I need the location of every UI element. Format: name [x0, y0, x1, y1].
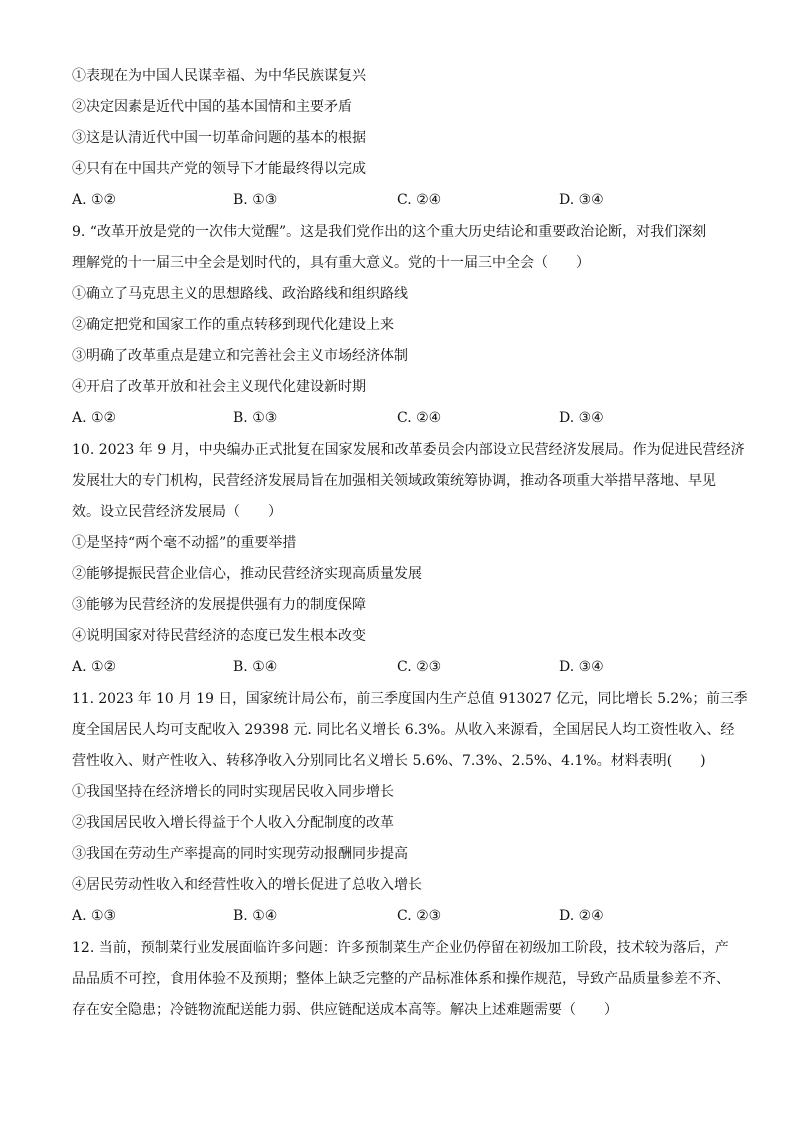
q11-statement-4: ④居民劳动性收入和经营性收入的增长促进了总收入增长 [72, 877, 422, 893]
q12-stem-line-3: 存在安全隐患；冷链物流配送能力弱、供应链配送成本高等。解决上述难题需要（ ） [72, 1002, 618, 1018]
q11-option-a: A. ①③ [72, 908, 117, 924]
q10-option-c: C. ②③ [397, 659, 442, 675]
q11-statement-3: ③我国在劳动生产率提高的同时实现劳动报酬同步提高 [72, 846, 408, 862]
q10-statement-1: ①是坚持“两个毫不动摇”的重要举措 [72, 535, 297, 551]
q11-option-c: C. ②③ [397, 908, 442, 924]
q8-statement-1: ①表现在为中国人民谋幸福、为中华民族谋复兴 [72, 68, 366, 84]
q10-option-b: B. ①④ [233, 659, 278, 675]
q11-stem-line-1: 11. 2023 年 10 月 19 日，国家统计局公布，前三季度国内生产总值 913027 亿元，同比增长 5.2%；前三季 [72, 691, 748, 707]
q9-statement-3: ③明确了改革重点是建立和完善社会主义市场经济体制 [72, 348, 408, 364]
q8-option-b: B. ①③ [233, 192, 278, 208]
q11-option-b: B. ①④ [233, 908, 278, 924]
q9-option-d: D. ③④ [559, 410, 604, 426]
q11-statement-1: ①我国坚持在经济增长的同时实现居民收入同步增长 [72, 784, 394, 800]
q8-statement-4: ④只有在中国共产党的领导下才能最终得以完成 [72, 161, 366, 177]
q8-statement-2: ②决定因素是近代中国的基本国情和主要矛盾 [72, 99, 352, 115]
q12-stem-line-1: 12. 当前，预制菜行业发展面临许多问题：许多预制菜生产企业仍停留在初级加工阶段，技术较为落后，产 [72, 940, 729, 956]
q11-option-d: D. ②④ [559, 908, 604, 924]
q9-statement-2: ②确定把党和国家工作的重点转移到现代化建设上来 [72, 317, 394, 333]
q8-option-c: C. ②④ [397, 192, 442, 208]
q11-statement-2: ②我国居民收入增长得益于个人收入分配制度的改革 [72, 815, 394, 831]
q9-stem-line-1: 9. “改革开放是党的一次伟大觉醒”。这是我们党作出的这个重大历史结论和重要政治论断，对我们深刻 [72, 224, 707, 240]
q10-option-a: A. ①② [72, 659, 117, 675]
q11-stem-line-3: 营性收入、财产性收入、转移净收入分别同比名义增长 5.6%、7.3%、2.5%、4.1%。材料表明( ) [72, 753, 706, 769]
q10-statement-2: ②能够提振民营企业信心，推动民营经济实现高质量发展 [72, 566, 422, 582]
q10-option-d: D. ③④ [559, 659, 604, 675]
q10-statement-4: ④说明国家对待民营经济的态度已发生根本改变 [72, 628, 366, 644]
q9-option-c: C. ②④ [397, 410, 442, 426]
q8-option-a: A. ①② [72, 192, 117, 208]
q10-stem-line-1: 10. 2023 年 9 月，中央编办正式批复在国家发展和改革委员会内部设立民营经济发展局。作为促进民营经济 [72, 442, 745, 458]
q10-stem-line-2: 发展壮大的专门机构，民营经济发展局旨在加强相关领域政策统筹协调，推动各项重大举措早落地、早见 [72, 473, 716, 489]
q9-statement-4: ④开启了改革开放和社会主义现代化建设新时期 [72, 379, 366, 395]
q8-option-d: D. ③④ [559, 192, 604, 208]
q9-option-a: A. ①② [72, 410, 117, 426]
q9-stem-line-2: 理解党的十一届三中全会是划时代的，具有重大意义。党的十一届三中全会（ ） [72, 255, 590, 271]
q10-stem-line-3: 效。设立民营经济发展局（ ） [72, 504, 282, 520]
q12-stem-line-2: 品品质不可控，食用体验不及预期；整体上缺乏完整的产品标准体系和操作规范，导致产品质量参差不齐、 [72, 971, 730, 987]
q9-statement-1: ①确立了马克思主义的思想路线、政治路线和组织路线 [72, 286, 408, 302]
q8-statement-3: ③这是认清近代中国一切革命问题的基本的根据 [72, 130, 366, 146]
q9-option-b: B. ①③ [233, 410, 278, 426]
q10-statement-3: ③能够为民营经济的发展提供强有力的制度保障 [72, 597, 366, 613]
q11-stem-line-2: 度全国居民人均可支配收入 29398 元. 同比名义增长 6.3%。从收入来源看，全国居民人均工资性收入、经 [72, 722, 735, 738]
